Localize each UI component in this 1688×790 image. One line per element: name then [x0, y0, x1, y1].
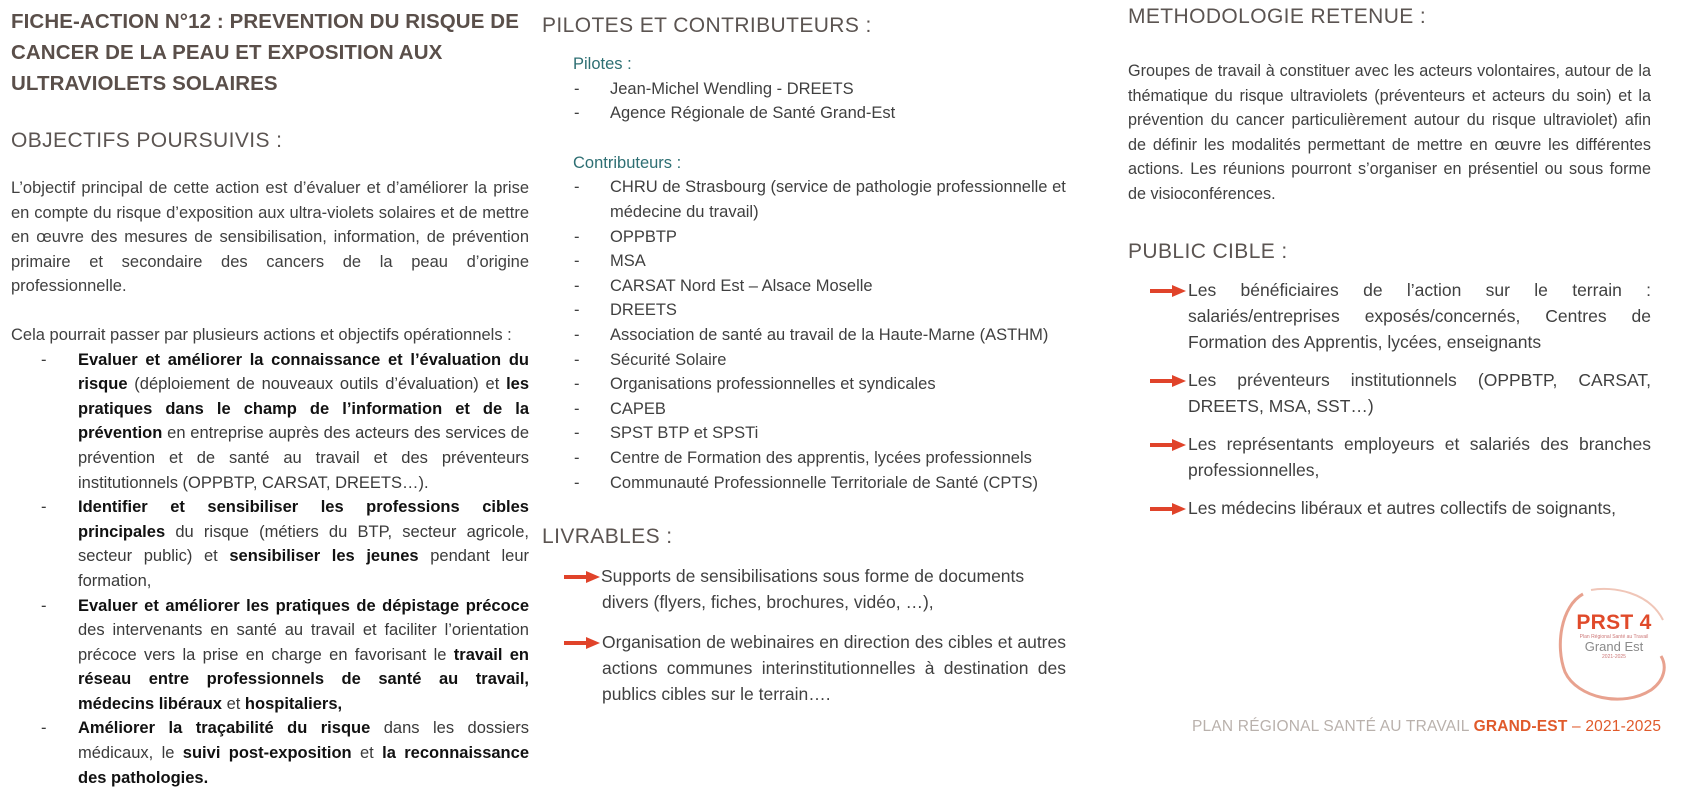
dash-bullet: -	[574, 375, 580, 394]
methodologie-text: Groupes de travail à constituer avec les acteurs volontaires, autour de la thématique du risque ultraviolets (préventeurs et acteurs du soin) et la prévention du cancer particulièrement autour du risque ultraviolet) afin de définir les modalités permettant de mettre en œuvre les différentes actions. Les réunions pourront s’organiser en présentiel ou sous forme de visioconférences.	[1128, 62, 1651, 203]
dash-bullet: -	[574, 227, 580, 246]
bold-text: Améliorer la traçabilité du risque	[78, 719, 371, 738]
logo-name: PRST 4	[1576, 611, 1652, 634]
text: CHRU de Strasbourg (service de pathologie professionnelle et médecine du travail)	[610, 178, 1066, 221]
public-heading: PUBLIC CIBLE :	[1128, 239, 1288, 263]
text: Agence Régionale de Santé Grand-Est	[610, 104, 896, 123]
list-item	[542, 77, 1066, 102]
contributeurs-list	[542, 175, 1066, 495]
text: Supports de sensibilisations sous forme de documents divers (flyers, fiches, brochures, vidéo, …),	[601, 566, 1025, 613]
bold-text: suivi post-exposition	[182, 744, 352, 763]
list-item	[542, 397, 1066, 422]
dash-bullet: -	[41, 596, 47, 615]
arrow-right-icon	[1150, 439, 1186, 451]
text: Les bénéficiaires de l’action sur le terrain : salariés/entreprises exposés/concernés, Centres de Formation des Apprentis, lycées, enseignants	[1188, 279, 1651, 352]
text: Association de santé au travail de la Haute-Marne (ASTHM)	[610, 325, 1049, 344]
text: et	[221, 694, 245, 713]
list-item	[542, 225, 1066, 250]
dash-bullet: -	[574, 448, 580, 467]
text: MSA	[610, 252, 646, 271]
dash-bullet: -	[574, 301, 580, 320]
dash-bullet: -	[41, 498, 47, 517]
list-item	[542, 101, 1066, 126]
logo	[1569, 612, 1659, 660]
footer	[1192, 718, 1661, 736]
objectifs-list	[11, 348, 529, 790]
text: dans les dossiers médicaux, le	[78, 719, 529, 763]
bold-text: sensibiliser les jeunes	[229, 547, 419, 566]
logo-subtitle: Plan Régional Santé au Travail	[1579, 634, 1649, 640]
arrow-right-icon	[1150, 285, 1186, 297]
column-objectifs	[11, 0, 529, 790]
bold-text: la reconnaissance des pathologies.	[78, 744, 529, 787]
text: SPST BTP et SPSTi	[610, 424, 759, 443]
list-item	[11, 348, 529, 496]
text: CARSAT Nord Est – Alsace Moselle	[610, 276, 873, 295]
list-item	[11, 495, 529, 593]
dash-bullet: -	[41, 719, 47, 738]
list-item	[1128, 277, 1651, 355]
list-item	[542, 629, 1066, 707]
dash-bullet: -	[574, 424, 580, 443]
pilotes-label: Pilotes :	[573, 55, 632, 73]
text: Les médecins libéraux et autres collectifs de soignants,	[1188, 497, 1617, 518]
text: DREETS	[610, 301, 677, 320]
list-item	[542, 348, 1066, 373]
dash-bullet: -	[574, 104, 580, 123]
list-item	[542, 421, 1066, 446]
livrables-list	[542, 563, 1066, 707]
text: pendant leur formation,	[78, 547, 529, 590]
list-item	[542, 298, 1066, 323]
text: Sécurité Solaire	[610, 350, 727, 369]
public-list	[1128, 277, 1651, 521]
methodologie-heading: METHODOLOGIE RETENUE :	[1128, 5, 1427, 28]
text: en entreprise auprès des acteurs des services de prévention et de santé au travail et des préventeurs institutionnels (OPPBTP, CARSAT, DREETS…).	[78, 424, 529, 492]
text: OPPBTP	[610, 227, 677, 246]
text: Organisation de webinaires en direction des cibles et autres actions communes interinstitutionnelles à destination des publics cibles sur le terrain….	[602, 632, 1066, 705]
footer-years: – 2021-2025	[1567, 718, 1662, 735]
footer-region: GRAND-EST	[1473, 718, 1568, 735]
logo-region: Grand Est	[1584, 639, 1644, 654]
list-item	[542, 274, 1066, 299]
list-item	[542, 372, 1066, 397]
bold-text: travail en réseau entre professionnels de santé au travail, médecins libéraux	[78, 645, 529, 713]
dash-bullet: -	[574, 399, 580, 418]
text: Communauté Professionnelle Territoriale de Santé (CPTS)	[610, 473, 1038, 492]
livrables-heading: LIVRABLES :	[542, 525, 673, 549]
dash-bullet: -	[574, 325, 580, 344]
list-item	[11, 716, 529, 790]
bold-text: Evaluer et améliorer la connaissance et l’évaluation du risque	[78, 350, 529, 394]
text: Les représentants employeurs et salariés des branches professionnelles,	[1188, 433, 1651, 480]
list-item	[1128, 495, 1651, 521]
text: Organisations professionnelles et syndicales	[610, 375, 936, 394]
list-item	[11, 594, 529, 717]
text: CAPEB	[610, 399, 666, 418]
bold-text: les pratiques dans le champ de l’information et de la prévention	[78, 375, 529, 443]
dash-bullet: -	[41, 350, 47, 369]
text: Centre de Formation des apprentis, lycées professionnels	[610, 448, 1032, 467]
list-item	[1128, 431, 1651, 483]
list-item	[542, 323, 1066, 348]
dash-bullet: -	[574, 276, 580, 295]
text: (déploiement de nouveaux outils d’évaluation) et	[127, 375, 507, 394]
dash-bullet: -	[574, 79, 580, 98]
dash-bullet: -	[574, 473, 580, 492]
contributeurs-label: Contributeurs :	[573, 153, 682, 172]
text: des intervenants en santé au travail et faciliter l’orientation précoce vers la prise en charge en favorisant le	[78, 621, 529, 664]
column-methodologie	[1128, 0, 1651, 521]
arrow-right-icon	[564, 637, 600, 649]
arrow-right-icon	[564, 571, 600, 583]
text: du risque (métiers du BTP, secteur agricole, secteur public) et	[78, 522, 529, 566]
footer-prefix: PLAN RÉGIONAL SANTÉ AU TRAVAIL	[1192, 718, 1474, 735]
bold-text: Evaluer et améliorer les pratiques de dépistage précoce	[78, 596, 529, 615]
column-pilotes	[542, 0, 1066, 707]
objectifs-intro: L’objectif principal de cette action est d’évaluer et d’améliorer la prise en compte du risque d’exposition aux ultra-violets solaires et de mettre en œuvre des mesures de sensibilisation, information, de prévention primaire et secondaire des cancers de la peau d’origine professionnelle.	[11, 179, 529, 296]
list-item	[542, 471, 1066, 496]
page-title: FICHE-ACTION N°12 : PREVENTION DU RISQUE DE CANCER DE LA PEAU ET EXPOSITION AUX ULTRAVIOLETS SOLAIRES	[11, 10, 519, 95]
dash-bullet: -	[574, 252, 580, 271]
text: Les préventeurs institutionnels (OPPBTP, CARSAT, DREETS, MSA, SST…)	[1188, 369, 1651, 416]
dash-bullet: -	[574, 178, 580, 197]
pilotes-list	[542, 77, 1066, 126]
arrow-right-icon	[1150, 503, 1186, 515]
list-item	[542, 175, 1066, 224]
pilotes-heading: PILOTES ET CONTRIBUTEURS :	[542, 14, 872, 37]
objectifs-lead: Cela pourrait passer par plusieurs actions et objectifs opérationnels :	[11, 325, 512, 344]
dash-bullet: -	[574, 350, 580, 369]
bold-text: hospitaliers,	[244, 694, 343, 713]
bold-text: Identifier et sensibiliser les professions cibles principales	[78, 498, 529, 541]
list-item	[542, 249, 1066, 274]
arrow-right-icon	[1150, 375, 1186, 387]
text: Jean-Michel Wendling - DREETS	[610, 79, 854, 98]
list-item	[542, 446, 1066, 471]
list-item	[1128, 367, 1651, 419]
text: et	[351, 744, 383, 763]
objectifs-heading: OBJECTIFS POURSUIVIS :	[11, 129, 283, 152]
logo-years: 2021-2025	[1602, 654, 1626, 660]
list-item	[542, 563, 1066, 615]
